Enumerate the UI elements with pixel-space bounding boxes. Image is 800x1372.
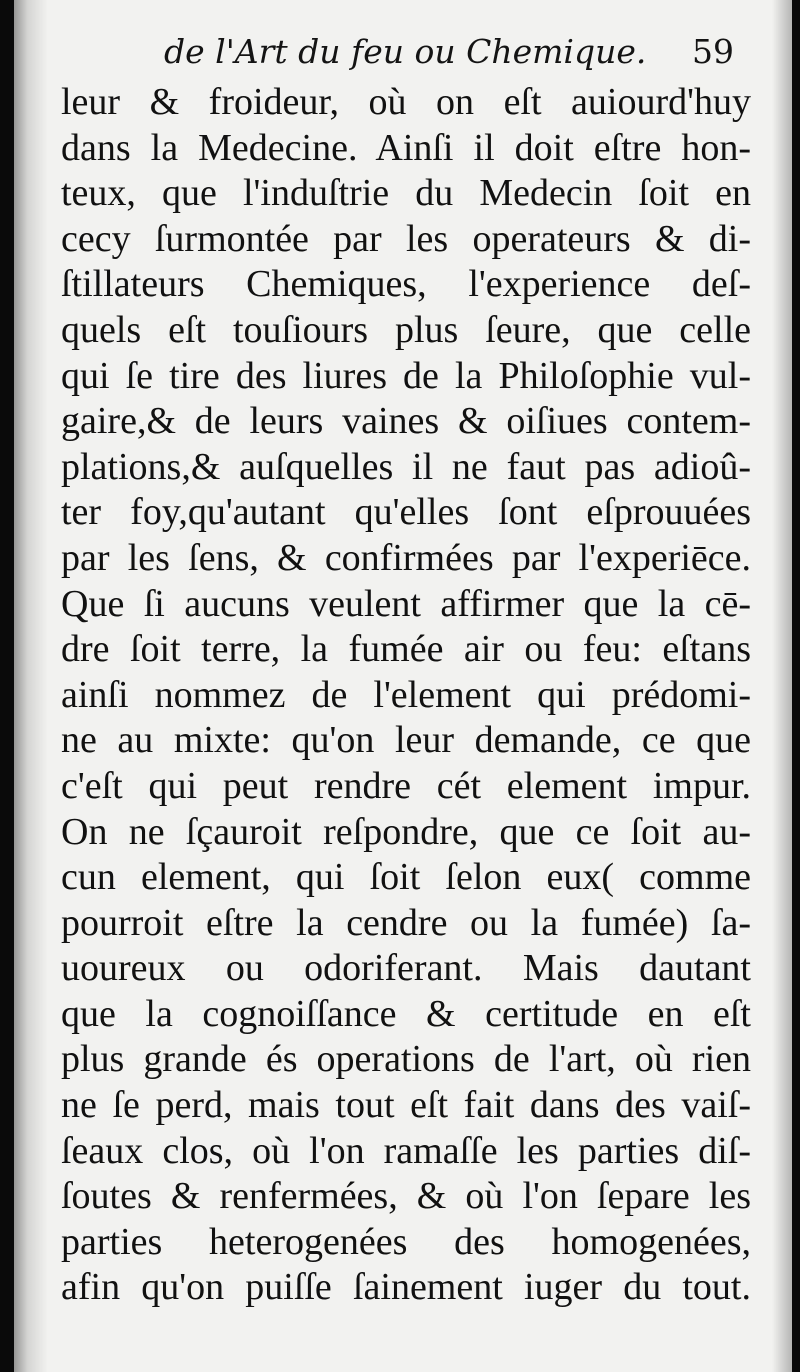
- text-line: Que ſi aucuns veulent affirmer que la cē-: [61, 582, 751, 625]
- text-line: dre ſoit terre, la fumée air ou feu: eſtans: [61, 628, 751, 671]
- text-line: On ne ſçauroit reſpondre, que ce ſoit au-: [61, 810, 751, 853]
- text-line: ter foy,qu'autant qu'elles ſont eſprouuées: [61, 491, 751, 534]
- text-line: plus grande és operations de l'art, où rien: [61, 1038, 751, 1081]
- text-line: ne ſe perd, mais tout eſt fait dans des vaiſ-: [61, 1084, 751, 1127]
- text-line: parties heterogenées des homogenées,: [61, 1220, 751, 1263]
- running-title: de l'Art du feu ou Chemique.: [164, 32, 647, 71]
- text-line: ſeaux clos, où l'on ramaſſe les parties diſ-: [61, 1129, 751, 1172]
- text-line: afin qu'on puiſſe ſainement iuger du tout.: [61, 1266, 751, 1309]
- book-page: [14, 0, 792, 1372]
- text-line: gaire,& de leurs vaines & oiſiues contem-: [61, 400, 751, 443]
- text-line: plations,& auſquelles il ne faut pas adioû-: [61, 445, 751, 488]
- text-line: que la cognoiſſance & certitude en eſt: [61, 992, 751, 1035]
- text-line: pourroit eſtre la cendre ou la fumée) ſa-: [61, 901, 751, 944]
- page-number: 59: [692, 32, 734, 71]
- text-line: ſtillateurs Chemiques, l'experience deſ-: [61, 263, 751, 306]
- text-line: cecy ſurmontée par les operateurs & di-: [61, 217, 751, 260]
- text-line: ſoutes & renfermées, & où l'on ſepare les: [61, 1175, 751, 1218]
- text-line: quels eſt touſiours plus ſeure, que celle: [61, 308, 751, 351]
- text-line: ainſi nommez de l'element qui prédomi-: [61, 673, 751, 716]
- page-edge-shadow: [772, 0, 792, 1372]
- text-line: cun element, qui ſoit ſelon eux( comme: [61, 856, 751, 899]
- text-line: qui ſe tire des liures de la Philoſophie vul-: [61, 354, 751, 397]
- text-line: teux, que l'induſtrie du Medecin ſoit en: [61, 172, 751, 215]
- body-text: [61, 80, 751, 1311]
- text-line: par les ſens, & confirmées par l'experiēce.: [61, 536, 751, 579]
- text-line: ne au mixte: qu'on leur demande, ce que: [61, 719, 751, 762]
- text-line: leur & froideur, où on eſt auiourd'huy: [61, 81, 751, 123]
- text-line: c'eſt qui peut rendre cét element impur.: [61, 764, 751, 807]
- gutter-shadow: [14, 0, 48, 1372]
- text-line: uoureux ou odoriferant. Mais dautant: [61, 947, 751, 990]
- text-line: dans la Medecine. Ainſi il doit eſtre hon-: [61, 126, 751, 169]
